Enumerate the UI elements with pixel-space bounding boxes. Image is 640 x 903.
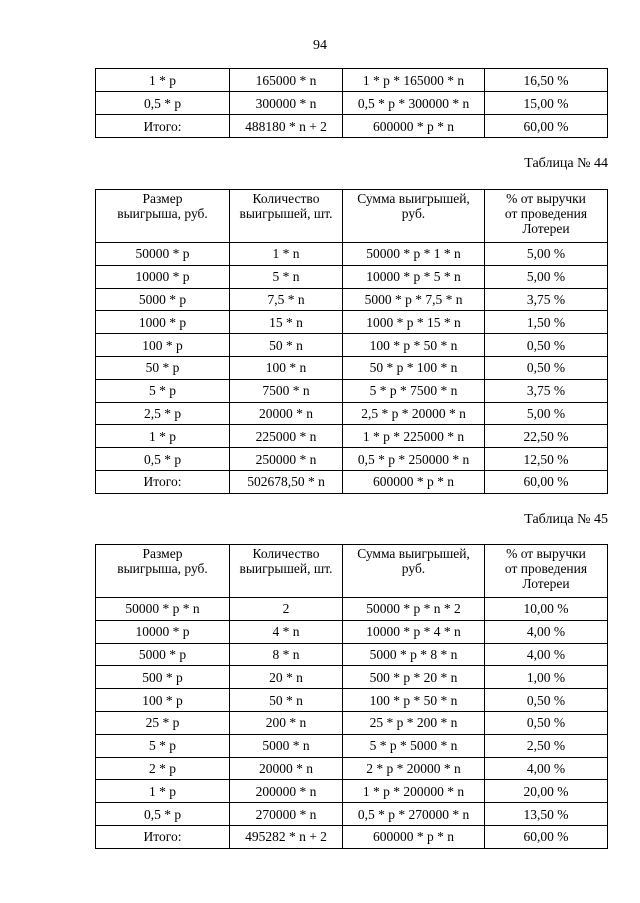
table-cell: 60,00 %	[485, 115, 608, 138]
table-cell: 10000 * р	[96, 620, 230, 643]
table-cell: 10000 * р * 5 * n	[343, 265, 485, 288]
table-cell: 7,5 * n	[230, 288, 343, 311]
table-cell: 50000 * р	[96, 243, 230, 266]
table-44	[95, 189, 608, 494]
table-cell: 0,5 * р	[96, 92, 230, 115]
table-row	[96, 115, 608, 138]
table-cell: 0,5 * р * 270000 * n	[343, 803, 485, 826]
table-cell: 25 * р * 200 * n	[343, 711, 485, 734]
table-cell: 1 * n	[230, 243, 343, 266]
table-cell: 16,50 %	[485, 69, 608, 92]
table-cell: 502678,50 * n	[230, 470, 343, 493]
table-45	[95, 544, 608, 849]
table-row	[96, 448, 608, 471]
table-row	[96, 425, 608, 448]
page-number: 94	[313, 38, 327, 53]
table-cell: 1 * р	[96, 780, 230, 803]
table-cell: 100 * р	[96, 689, 230, 712]
table-header	[96, 545, 608, 598]
table-body	[96, 598, 608, 849]
table-44-caption: Таблица № 44	[524, 156, 608, 171]
table-cell: 2 * р	[96, 757, 230, 780]
table-cell: 50 * n	[230, 334, 343, 357]
table-row	[96, 92, 608, 115]
table-cell: 5 * р * 7500 * n	[343, 379, 485, 402]
table-cell: 0,5 * р	[96, 448, 230, 471]
header-row	[96, 545, 608, 598]
table-cell: 600000 * р * n	[343, 470, 485, 493]
column-header: Количество выигрышей, шт.	[230, 545, 343, 598]
table-cell: 0,5 * р	[96, 803, 230, 826]
table-cell: 100 * р * 50 * n	[343, 334, 485, 357]
table-cell: 50000 * р * n	[96, 598, 230, 621]
table-row	[96, 643, 608, 666]
table-row	[96, 780, 608, 803]
table-cell: 1000 * р * 15 * n	[343, 311, 485, 334]
table-cell: 5,00 %	[485, 265, 608, 288]
table-row	[96, 334, 608, 357]
table-cell: 200000 * n	[230, 780, 343, 803]
table-cell: 1000 * р	[96, 311, 230, 334]
table-cell: 0,5 * р * 300000 * n	[343, 92, 485, 115]
table-cell: 1 * р * 165000 * n	[343, 69, 485, 92]
table-cell: 250000 * n	[230, 448, 343, 471]
table-cell: 2	[230, 598, 343, 621]
table-cell: 200 * n	[230, 711, 343, 734]
table-cell: 60,00 %	[485, 470, 608, 493]
column-header: Количество выигрышей, шт.	[230, 190, 343, 243]
table-cell: 50 * n	[230, 689, 343, 712]
table-cell: 600000 * р * n	[343, 115, 485, 138]
table-cell: 1,50 %	[485, 311, 608, 334]
table-cell: 20000 * n	[230, 402, 343, 425]
table-row	[96, 265, 608, 288]
table-cell: 10000 * р	[96, 265, 230, 288]
table-cell: 495282 * n + 2	[230, 825, 343, 848]
table-cell: Итого:	[96, 825, 230, 848]
column-header: Сумма выигрышей, руб.	[343, 545, 485, 598]
table-cell: 5000 * р	[96, 643, 230, 666]
table-cell: 225000 * n	[230, 425, 343, 448]
table-cell: 0,50 %	[485, 356, 608, 379]
table-row	[96, 243, 608, 266]
table-row	[96, 666, 608, 689]
continued-table	[95, 68, 608, 138]
table-row	[96, 470, 608, 493]
table-cell: 1 * р	[96, 425, 230, 448]
header-row	[96, 190, 608, 243]
table-cell: 0,5 * р * 250000 * n	[343, 448, 485, 471]
table-row	[96, 69, 608, 92]
table-body	[96, 69, 608, 138]
table-cell: 4,00 %	[485, 757, 608, 780]
table-cell: 5 * р	[96, 379, 230, 402]
table-cell: Итого:	[96, 470, 230, 493]
table-cell: 50000 * р * 1 * n	[343, 243, 485, 266]
table-cell: 15 * n	[230, 311, 343, 334]
table-cell: 12,50 %	[485, 448, 608, 471]
table-cell: 22,50 %	[485, 425, 608, 448]
column-header: % от выручки от проведения Лотереи	[485, 190, 608, 243]
table-cell: 15,00 %	[485, 92, 608, 115]
table-cell: 50 * р * 100 * n	[343, 356, 485, 379]
table-cell: 2,50 %	[485, 734, 608, 757]
table-cell: 4 * n	[230, 620, 343, 643]
table-cell: 1 * р	[96, 69, 230, 92]
table-cell: 165000 * n	[230, 69, 343, 92]
column-header: Размер выигрыша, руб.	[96, 190, 230, 243]
table-row	[96, 379, 608, 402]
table-row	[96, 803, 608, 826]
table-cell: 5000 * р	[96, 288, 230, 311]
table-cell: 0,50 %	[485, 689, 608, 712]
table-cell: 3,75 %	[485, 379, 608, 402]
table-cell: 8 * n	[230, 643, 343, 666]
table-cell: 270000 * n	[230, 803, 343, 826]
table-cell: 2,5 * р * 20000 * n	[343, 402, 485, 425]
table-cell: 0,50 %	[485, 334, 608, 357]
table-row	[96, 402, 608, 425]
table-cell: 600000 * р * n	[343, 825, 485, 848]
table-row	[96, 689, 608, 712]
table-cell: 5 * р * 5000 * n	[343, 734, 485, 757]
table-cell: 13,50 %	[485, 803, 608, 826]
table-row	[96, 734, 608, 757]
table-cell: 7500 * n	[230, 379, 343, 402]
table-cell: 10,00 %	[485, 598, 608, 621]
table-cell: 5000 * n	[230, 734, 343, 757]
table-cell: 500 * р	[96, 666, 230, 689]
table-cell: 4,00 %	[485, 620, 608, 643]
table-cell: 1,00 %	[485, 666, 608, 689]
table-cell: 2,5 * р	[96, 402, 230, 425]
table-cell: 5 * n	[230, 265, 343, 288]
table-row	[96, 825, 608, 848]
table-row	[96, 620, 608, 643]
table-cell: 60,00 %	[485, 825, 608, 848]
table-cell: 1 * р * 200000 * n	[343, 780, 485, 803]
table-cell: 20 * n	[230, 666, 343, 689]
table-cell: 1 * р * 225000 * n	[343, 425, 485, 448]
table-row	[96, 311, 608, 334]
table-cell: 5000 * р * 7,5 * n	[343, 288, 485, 311]
column-header: % от выручки от проведения Лотереи	[485, 545, 608, 598]
table-row	[96, 356, 608, 379]
table-cell: 20,00 %	[485, 780, 608, 803]
table-cell: 488180 * n + 2	[230, 115, 343, 138]
table-cell: 100 * р * 50 * n	[343, 689, 485, 712]
table-cell: Итого:	[96, 115, 230, 138]
table-cell: 300000 * n	[230, 92, 343, 115]
table-cell: 4,00 %	[485, 643, 608, 666]
table-cell: 100 * р	[96, 334, 230, 357]
column-header: Размер выигрыша, руб.	[96, 545, 230, 598]
table-header	[96, 190, 608, 243]
table-cell: 50000 * р * n * 2	[343, 598, 485, 621]
table-cell: 20000 * n	[230, 757, 343, 780]
table-cell: 100 * n	[230, 356, 343, 379]
table-row	[96, 711, 608, 734]
table-cell: 5,00 %	[485, 402, 608, 425]
table-cell: 50 * р	[96, 356, 230, 379]
table-cell: 5000 * р * 8 * n	[343, 643, 485, 666]
table-row	[96, 288, 608, 311]
table-row	[96, 598, 608, 621]
table-cell: 0,50 %	[485, 711, 608, 734]
table-cell: 25 * р	[96, 711, 230, 734]
column-header: Сумма выигрышей, руб.	[343, 190, 485, 243]
table-cell: 5 * р	[96, 734, 230, 757]
table-cell: 10000 * р * 4 * n	[343, 620, 485, 643]
table-body	[96, 243, 608, 494]
table-45-caption: Таблица № 45	[524, 512, 608, 527]
table-cell: 2 * р * 20000 * n	[343, 757, 485, 780]
table-cell: 5,00 %	[485, 243, 608, 266]
table-cell: 500 * р * 20 * n	[343, 666, 485, 689]
table-row	[96, 757, 608, 780]
table-cell: 3,75 %	[485, 288, 608, 311]
